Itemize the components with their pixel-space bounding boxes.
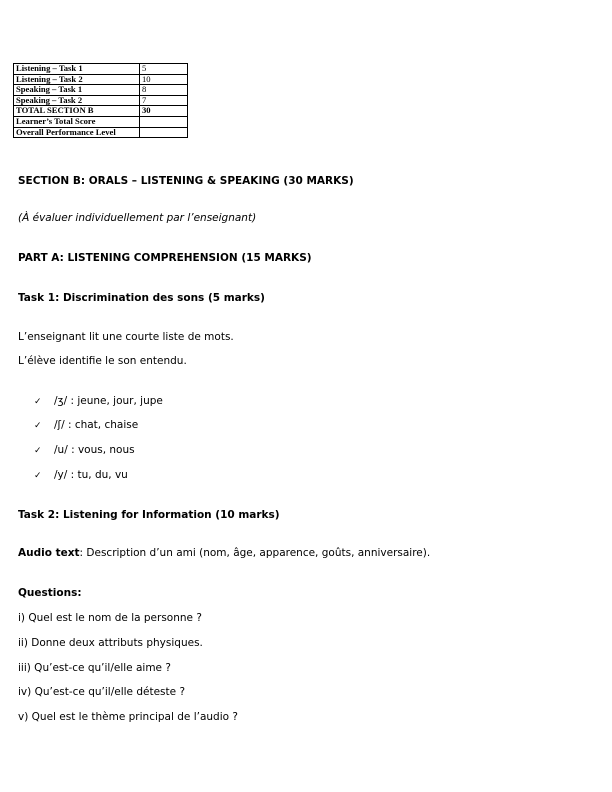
audio-text: : Description d’un ami (nom, âge, apparence, goûts, anniversaire).: [79, 547, 431, 559]
audio-text-line: [18, 547, 430, 559]
table-row: [14, 74, 188, 85]
list-item: [34, 419, 138, 431]
table-row: [14, 64, 188, 75]
audio-label: Audio text: [18, 547, 80, 559]
question-item: iv) Qu’est-ce qu’il/elle déteste ?: [18, 686, 186, 698]
score-table: [13, 63, 188, 138]
question-item: v) Quel est le thème principal de l’audio ?: [18, 711, 238, 723]
task1-line2: L’élève identifie le son entendu.: [18, 355, 187, 367]
checkmark-icon: ✓: [34, 471, 42, 481]
table-row: [14, 85, 188, 96]
score-value: [140, 127, 188, 138]
score-value: 5: [140, 64, 188, 75]
table-row: [14, 127, 188, 138]
score-label: TOTAL SECTION B: [14, 106, 140, 117]
sound-item: /y/ : tu, du, vu: [54, 469, 128, 481]
score-label: Listening – Task 1: [14, 64, 140, 75]
checkmark-icon: ✓: [34, 397, 42, 407]
score-label: Speaking – Task 2: [14, 95, 140, 106]
score-label: Overall Performance Level: [14, 127, 140, 138]
list-item: [34, 469, 128, 481]
checkmark-icon: ✓: [34, 421, 42, 431]
score-label: Listening – Task 2: [14, 74, 140, 85]
section-note: (À évaluer individuellement par l’enseignant): [18, 212, 257, 224]
score-label: Speaking – Task 1: [14, 85, 140, 96]
score-value: 10: [140, 74, 188, 85]
table-row: [14, 116, 188, 127]
question-item: iii) Qu’est-ce qu’il/elle aime ?: [18, 662, 171, 674]
task2-heading: Task 2: Listening for Information (10 marks): [18, 509, 280, 521]
section-heading: SECTION B: ORALS – LISTENING & SPEAKING (30 MARKS): [18, 175, 354, 187]
sound-item: /ʒ/ : jeune, jour, jupe: [54, 395, 163, 407]
task1-heading: Task 1: Discrimination des sons (5 marks): [18, 292, 265, 304]
checkmark-icon: ✓: [34, 446, 42, 456]
score-value: 30: [140, 106, 188, 117]
sound-item: /u/ : vous, nous: [54, 444, 135, 456]
list-item: [34, 444, 135, 456]
score-value: 7: [140, 95, 188, 106]
part-a-heading: PART A: LISTENING COMPREHENSION (15 MARKS): [18, 252, 312, 264]
task1-line1: L’enseignant lit une courte liste de mots.: [18, 331, 234, 343]
score-value: 8: [140, 85, 188, 96]
questions-label: Questions:: [18, 587, 82, 599]
score-value: [140, 116, 188, 127]
sound-item: /ʃ/ : chat, chaise: [54, 419, 139, 431]
question-item: ii) Donne deux attributs physiques.: [18, 637, 203, 649]
question-item: i) Quel est le nom de la personne ?: [18, 612, 202, 624]
score-label: Learner’s Total Score: [14, 116, 140, 127]
table-row: [14, 95, 188, 106]
list-item: [34, 395, 163, 407]
table-row: [14, 106, 188, 117]
